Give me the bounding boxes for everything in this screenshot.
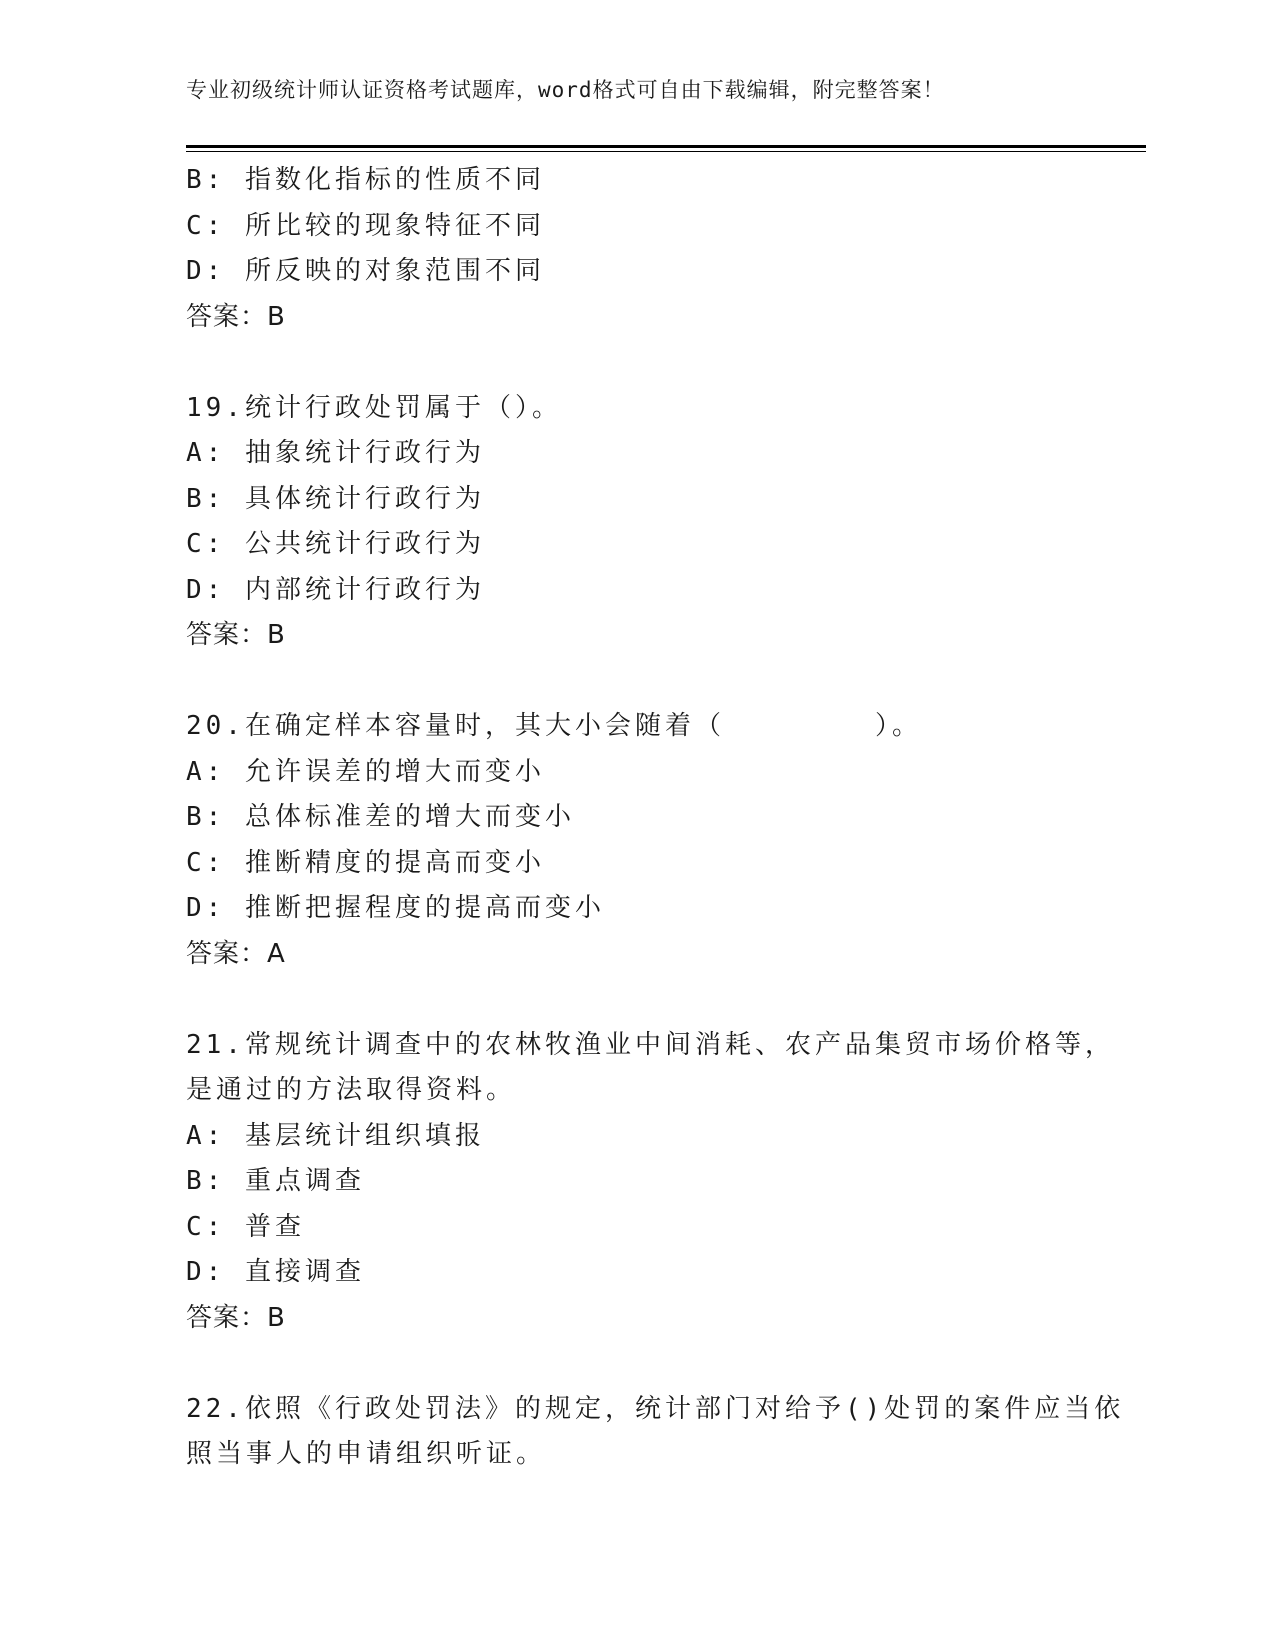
option-d: D: 内部统计行政行为 <box>186 574 485 605</box>
question-18 <box>186 158 1086 340</box>
option-b: B: 指数化指标的性质不同 <box>186 165 545 195</box>
spacer <box>186 977 1086 1023</box>
option-d: D: 直接调查 <box>186 1257 365 1287</box>
question-stem: 19.统计行政处罚属于（）。 <box>186 392 562 423</box>
question-22 <box>186 1387 1125 1478</box>
option-d: D: 推断把握程度的提高而变小 <box>186 893 605 923</box>
option-a: A: 允许误差的增大而变小 <box>186 756 545 787</box>
option-c: C: 普查 <box>186 1211 305 1242</box>
option-b: B: 具体统计行政行为 <box>186 483 485 514</box>
page-header-title: 专业初级统计师认证资格考试题库，word格式可自由下载编辑，附完整答案！ <box>186 78 945 102</box>
header-divider-thin <box>186 151 1146 152</box>
option-c: C: 公共统计行政行为 <box>186 529 485 559</box>
question-stem-continued: 是通过的方法取得资料。 <box>186 1075 517 1105</box>
question-21 <box>186 1023 1115 1342</box>
answer-line: 答案：A <box>186 938 286 969</box>
option-b: B: 重点调查 <box>186 1166 365 1196</box>
option-b: B: 总体标准差的增大而变小 <box>186 802 575 832</box>
header-divider-thick <box>186 145 1146 148</box>
question-list <box>186 158 1125 1478</box>
spacer <box>186 659 1086 705</box>
question-stem-continued: 照当事人的申请组织听证。 <box>186 1439 547 1469</box>
option-a: A: 抽象统计行政行为 <box>186 438 485 468</box>
question-19 <box>186 386 1086 659</box>
question-stem: 20.在确定样本容量时，其大小会随着（ ）。 <box>186 711 922 741</box>
option-c: C: 推断精度的提高而变小 <box>186 847 545 878</box>
question-stem: 22.依照《行政处罚法》的规定，统计部门对给予()处罚的案件应当依 <box>186 1393 1125 1424</box>
spacer <box>186 340 1086 386</box>
answer-line: 答案：B <box>186 301 286 332</box>
option-c: C: 所比较的现象特征不同 <box>186 210 545 241</box>
option-d: D: 所反映的对象范围不同 <box>186 256 545 286</box>
option-a: A: 基层统计组织填报 <box>186 1120 485 1151</box>
spacer <box>186 1341 1086 1387</box>
answer-line: 答案：B <box>186 1302 286 1333</box>
answer-line: 答案：B <box>186 620 286 650</box>
question-20 <box>186 704 1086 977</box>
question-stem: 21.常规统计调查中的农林牧渔业中间消耗、农产品集贸市场价格等， <box>186 1029 1115 1060</box>
